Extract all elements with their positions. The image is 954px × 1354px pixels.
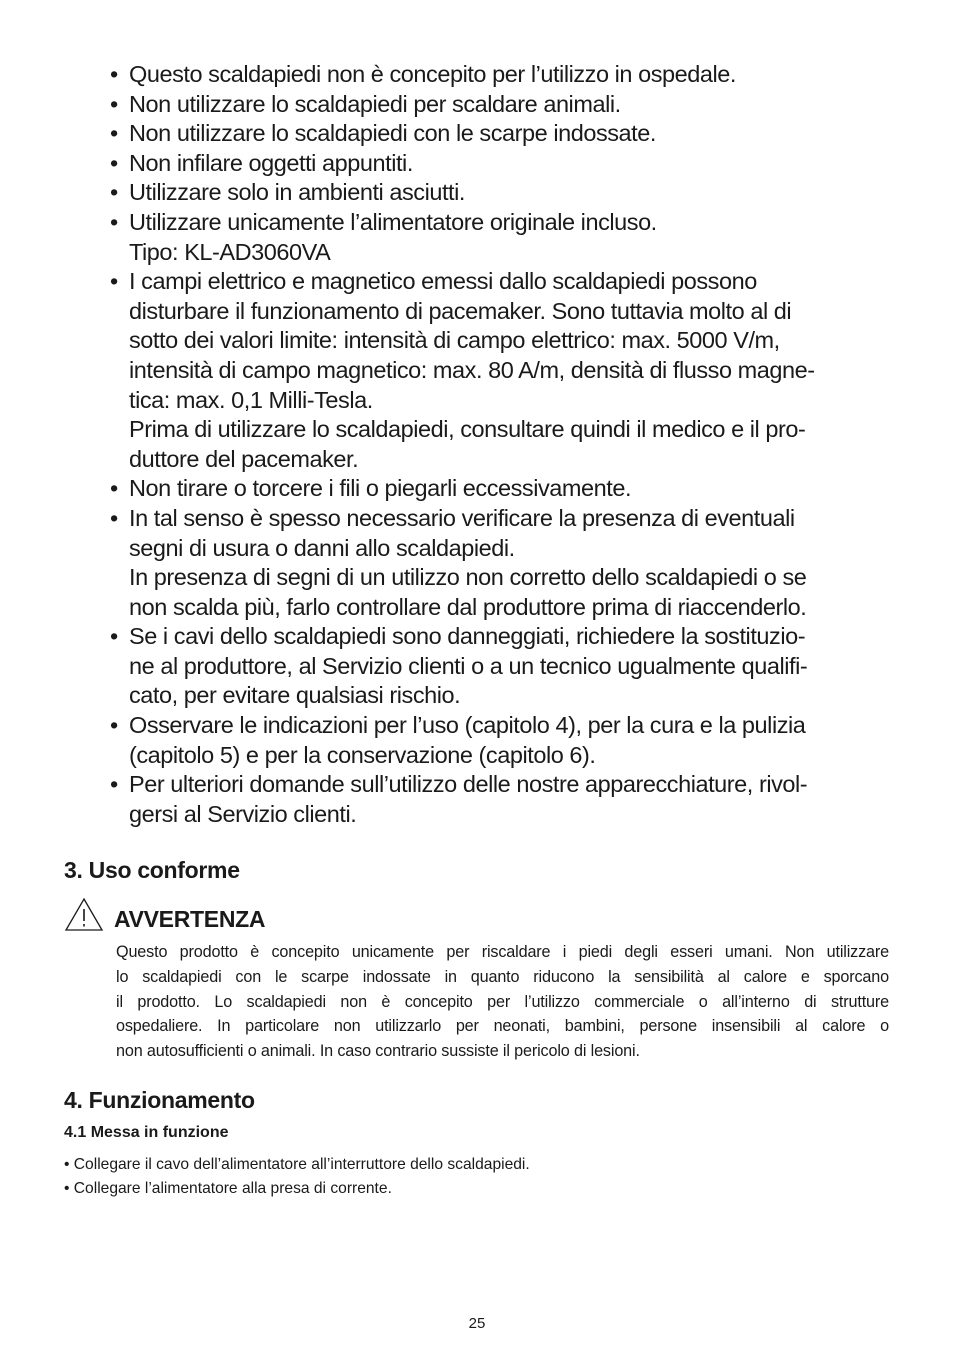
list-item-line: tica: max. 0,1 Milli-Tesla. [129,386,373,413]
bullet-glyph: • [110,149,118,176]
list-item [110,474,910,504]
bullet-glyph: • [110,475,118,502]
list-item-line: Non infilare oggetti appuntiti. [129,149,413,176]
list-item [110,770,910,829]
list-item: • Collegare il cavo dell’alimentatore all’interruttore dello scaldapiedi. [64,1156,530,1173]
list-item-line: cato, per evitare qualsiasi rischio. [129,682,461,709]
list-item-line: Per ulteriori domande sull’utilizzo delle nostre apparecchiature, rivol- [129,771,808,798]
list-item-line: Non tirare o torcere i fili o piegarli eccessivamente. [129,475,632,502]
list-item-line: segni di usura o danni allo scaldapiedi. [129,534,515,561]
list-item-line: Utilizzare unicamente l’alimentatore originale incluso. [129,208,657,235]
list-item-line: (capitolo 5) e per la conservazione (capitolo 6). [129,741,596,768]
list-item-line: In presenza di segni di un utilizzo non corretto dello scaldapiedi o se [129,564,807,591]
list-item [110,504,910,622]
list-item [110,60,910,90]
list-item-line: Prima di utilizzare lo scaldapiedi, consultare quindi il medico e il pro- [129,416,806,443]
bullet-glyph: • [110,208,118,235]
list-item: • Collegare l’alimentatore alla presa di corrente. [64,1179,392,1197]
list-item-line: disturbare il funzionamento di pacemaker. Sono tuttavia molto al di [129,297,792,324]
list-item-line: duttore del pacemaker. [129,445,359,472]
bullet-glyph: • [110,504,118,531]
list-item-line: sotto dei valori limite: intensità di campo elettrico: max. 5000 V/m, [129,327,780,354]
bullet-glyph: • [110,712,118,739]
list-item [110,622,910,711]
warning-triangle-icon [64,897,104,938]
section-4-heading: 4. Funzionamento [64,1087,255,1113]
list-item-line: Tipo: KL-AD3060VA [129,238,331,265]
bullet-glyph: • [110,90,118,117]
operation-steps-list [64,1153,530,1200]
list-item [110,149,910,179]
bullet-glyph: • [110,268,118,295]
safety-bullet-list [110,60,910,829]
warning-text [116,940,889,1064]
list-item [110,90,910,120]
list-item-line: intensità di campo magnetico: max. 80 A/m, densità di flusso magne- [129,356,815,383]
list-item [110,208,910,267]
list-item-line: Non utilizzare lo scaldapiedi per scaldare animali. [129,90,621,117]
list-item-line: Questo scaldapiedi non è concepito per l’utilizzo in ospedale. [129,61,737,87]
bullet-glyph: • [110,179,118,206]
section-3-heading: 3. Uso conforme [64,857,240,883]
list-item-line: In tal senso è spesso necessario verificare la presenza di eventuali [129,504,795,531]
list-item-line: Non utilizzare lo scaldapiedi con le scarpe indossate. [129,120,656,147]
warning-header [64,897,464,937]
list-item [110,711,910,770]
section-4-1-subheading: 4.1 Messa in funzione [64,1124,229,1141]
list-item [110,119,910,149]
list-item-line: Utilizzare solo in ambienti asciutti. [129,179,465,206]
bullet-glyph: • [110,623,118,650]
bullet-glyph: • [110,61,118,87]
warning-line: Questo prodotto è concepito unicamente per riscaldare i piedi degli esseri umani. Non utilizzare [116,943,889,961]
warning-line: lo scaldapiedi con le scarpe indossate in quanto riducono la sensibilità al calore e sporcano [116,967,889,986]
list-item [110,178,910,208]
list-item-line: Se i cavi dello scaldapiedi sono danneggiati, richiedere la sostituzio- [129,623,806,650]
list-item [110,267,910,474]
list-item-line: I campi elettrico e magnetico emessi dallo scaldapiedi possono [129,268,757,295]
list-item-line: ne al produttore, al Servizio clienti o a un tecnico ugualmente qualifi- [129,652,808,679]
list-item-line: non scalda più, farlo controllare dal produttore prima di riaccenderlo. [129,593,807,620]
bullet-glyph: • [110,771,118,798]
warning-line: il prodotto. Lo scaldapiedi non è concepito per l’utilizzo commerciale o all’interno di strutture [116,992,889,1011]
page-number: 25 [468,1315,486,1332]
warning-title: AVVERTENZA [114,906,266,932]
bullet-glyph: • [110,120,118,147]
warning-line: non autosufficienti o animali. In caso contrario sussiste il pericolo di lesioni. [116,1042,640,1061]
warning-line: ospedaliere. In particolare non utilizzarlo per neonati, bambini, persone insensibili al calore o [116,1017,889,1036]
list-item-line: gersi al Servizio clienti. [129,800,357,827]
list-item-line: Osservare le indicazioni per l’uso (capitolo 4), per la cura e la pulizia [129,712,806,739]
